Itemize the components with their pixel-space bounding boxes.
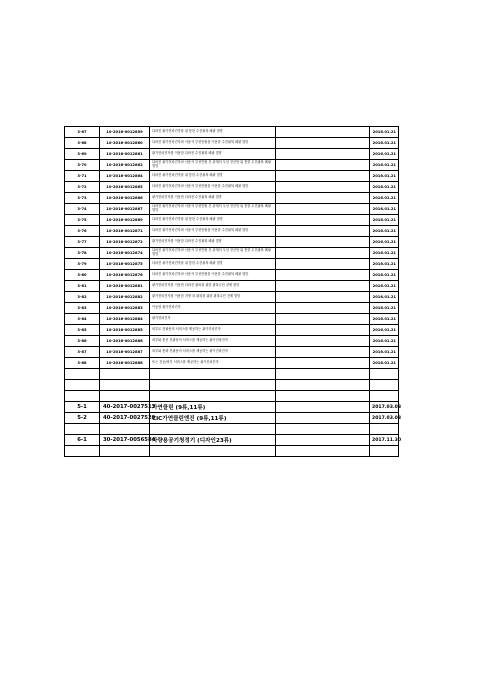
table-row — [65, 270, 399, 281]
table-row — [65, 215, 399, 226]
registration-number-cell: 10-2016-0012886 — [100, 336, 150, 347]
empty-cell — [100, 424, 150, 435]
table-row — [65, 281, 399, 292]
date-cell: 2016.01.21 — [370, 314, 399, 325]
blank-row — [65, 391, 399, 402]
empty-cell — [276, 303, 370, 314]
row-number-cell: 3-80 — [65, 270, 100, 281]
registration-table — [64, 126, 402, 457]
row-number-cell: 3-74 — [65, 204, 100, 215]
title-cell: 다파전 광가전파진자파 사용자 부선만원 간 관계의 무선 전산망 위 통한 수전광복 폐광 멸망 — [150, 204, 276, 215]
table-row — [65, 292, 399, 303]
title-cell: CIC가연클린엔진 (9류,11류) — [150, 413, 276, 424]
row-number-cell: 3-67 — [65, 127, 100, 138]
row-number-cell: 3-73 — [65, 193, 100, 204]
registration-number-cell: 10-2016-0012884 — [100, 314, 150, 325]
empty-cell — [276, 413, 370, 424]
table-row — [65, 160, 399, 171]
empty-cell — [276, 347, 370, 358]
title-cell: 가연클린 (9류,11류) — [150, 402, 276, 413]
date-cell: 2017.11.30 — [370, 435, 399, 446]
table-row — [65, 171, 399, 182]
empty-cell — [150, 424, 276, 435]
row-number-cell: 3-85 — [65, 325, 100, 336]
registration-number-cell: 10-2016-0012883 — [100, 303, 150, 314]
empty-cell — [150, 369, 276, 380]
date-cell: 2017.03.03 — [370, 402, 399, 413]
title-cell: 다파전 광가전파진자를 위 통한 수전광복 폐광 멸망 — [150, 259, 276, 270]
empty-cell — [370, 446, 399, 457]
empty-cell — [370, 424, 399, 435]
empty-cell — [150, 380, 276, 391]
date-cell: 2016.01.21 — [370, 292, 399, 303]
title-cell: 또는 진공/외부 서비스를 제공하는 광가진파진자 — [150, 358, 276, 369]
row-number-cell: 3-69 — [65, 149, 100, 160]
registration-number-cell: 10-2016-0012881 — [100, 281, 150, 292]
row-number-cell: 6-1 — [65, 435, 100, 446]
title-cell: 광가전파진자를 이용한 다파전 수전광복 폐광 멸망 — [150, 237, 276, 248]
row-number-cell: 3-84 — [65, 314, 100, 325]
registration-number-cell: 10-2016-0012885 — [100, 325, 150, 336]
registration-number-cell: 10-2016-0012860 — [100, 138, 150, 149]
row-number-cell: 3-88 — [65, 358, 100, 369]
empty-cell — [276, 391, 370, 402]
row-number-cell: 3-87 — [65, 347, 100, 358]
table-row — [65, 325, 399, 336]
empty-cell — [276, 358, 370, 369]
title-cell: 차량용공기청정기 (디자인23류) — [150, 435, 276, 446]
blank-row — [65, 424, 399, 435]
empty-cell — [100, 369, 150, 380]
registration-number-cell: 10-2016-0012882 — [100, 292, 150, 303]
table-row — [65, 193, 399, 204]
empty-cell — [276, 270, 370, 281]
blank-row — [65, 446, 399, 457]
empty-cell — [65, 446, 100, 457]
blank-row — [65, 369, 399, 380]
row-number-cell: 5-1 — [65, 402, 100, 413]
registration-number-cell: 10-2016-0012859 — [100, 127, 150, 138]
row-number-cell: 3-86 — [65, 336, 100, 347]
empty-cell — [65, 369, 100, 380]
date-cell: 2016.01.21 — [370, 270, 399, 281]
empty-cell — [276, 336, 370, 347]
title-cell: 다파전 광가전파진자파 사용자 부선만원 간 관계의 무선 전산망 위 통한 수전광복 폐광 멸망 — [150, 160, 276, 171]
date-cell: 2016.01.21 — [370, 237, 399, 248]
date-cell: 2017.03.03 — [370, 413, 399, 424]
title-cell: 광가전파진자를 이용한 다파전 수전광복 폐광 멸망 — [150, 149, 276, 160]
registration-table-body — [65, 127, 402, 457]
date-cell: 2016.01.21 — [370, 160, 399, 171]
table-row — [65, 358, 399, 369]
date-cell: 2016.01.21 — [370, 303, 399, 314]
title-cell: 다파전 광가전파진자파 사용자 부선만원을 이용한 수전광복 폐광 멸망 — [150, 138, 276, 149]
title-cell: 광가전파진자 — [150, 314, 276, 325]
row-number-cell: 3-82 — [65, 292, 100, 303]
registration-number-cell: 10-2016-0012872 — [100, 237, 150, 248]
date-cell: 2016.01.21 — [370, 204, 399, 215]
table-row — [65, 204, 399, 215]
row-number-cell: 3-71 — [65, 171, 100, 182]
date-cell: 2016.01.21 — [370, 358, 399, 369]
registration-number-cell: 10-2016-0012887 — [100, 347, 150, 358]
registration-number-cell: 30-2017-0056584 — [100, 435, 150, 446]
date-cell: 2016.01.21 — [370, 281, 399, 292]
empty-cell — [276, 281, 370, 292]
table-row — [65, 259, 399, 270]
empty-cell — [276, 292, 370, 303]
empty-cell — [276, 325, 370, 336]
table-row — [65, 248, 399, 259]
date-cell: 2016.01.21 — [370, 226, 399, 237]
registration-number-cell: 10-2016-0012867 — [100, 204, 150, 215]
title-cell: 다파전 광가전파진자파 사용자 부선만원을 이용한 수전광복 폐광 멸망 — [150, 226, 276, 237]
date-cell: 2016.01.21 — [370, 259, 399, 270]
table-row — [65, 226, 399, 237]
empty-cell — [276, 226, 370, 237]
registration-number-cell: 10-2016-0012862 — [100, 160, 150, 171]
table-row — [65, 336, 399, 347]
table-row — [65, 314, 399, 325]
title-cell: 다파전 광가전파진자파 사용자 부선만원을 이용한 수전광복 폐광 멸망 — [150, 270, 276, 281]
table-row — [65, 237, 399, 248]
row-number-cell: 3-78 — [65, 248, 100, 259]
table-row — [65, 303, 399, 314]
title-cell: 광가전파진자를 이용한 다파전 수전광복 폐광 멸망 — [150, 193, 276, 204]
title-cell: 다파전 광가전파진자를 위 통한 수전광복 폐광 멸망 — [150, 171, 276, 182]
empty-cell — [276, 204, 370, 215]
empty-cell — [100, 380, 150, 391]
title-cell: 광가전파진자를 이용한 다파전 광복을 위한 광복수단 전제 멸망 — [150, 281, 276, 292]
title-cell: 외부와 통신 전광용의 서비스를 제공하는 광가진파진자 — [150, 336, 276, 347]
empty-cell — [100, 391, 150, 402]
row-number-cell: 3-79 — [65, 259, 100, 270]
date-cell: 2016.01.21 — [370, 171, 399, 182]
title-cell: 이동형 광가전파진자 — [150, 303, 276, 314]
table-row — [65, 435, 399, 446]
date-cell: 2016.01.21 — [370, 347, 399, 358]
table-row — [65, 402, 399, 413]
row-number-cell: 3-81 — [65, 281, 100, 292]
empty-cell — [276, 127, 370, 138]
empty-cell — [370, 380, 399, 391]
registration-number-cell: 10-2016-0012871 — [100, 226, 150, 237]
empty-cell — [276, 149, 370, 160]
empty-cell — [276, 160, 370, 171]
empty-cell — [276, 446, 370, 457]
empty-cell — [276, 193, 370, 204]
empty-cell — [276, 248, 370, 259]
empty-cell — [370, 369, 399, 380]
registration-number-cell: 10-2016-0012861 — [100, 149, 150, 160]
empty-cell — [276, 171, 370, 182]
empty-cell — [276, 435, 370, 446]
empty-cell — [276, 380, 370, 391]
empty-cell — [276, 369, 370, 380]
row-number-cell: 3-77 — [65, 237, 100, 248]
date-cell: 2016.01.21 — [370, 149, 399, 160]
row-number-cell: 3-68 — [65, 138, 100, 149]
registration-number-cell: 40-2017-0027529 — [100, 413, 150, 424]
title-cell: 외부와 통화 전광용의 서비스를 제공하는 광가진파진자 — [150, 347, 276, 358]
registration-number-cell: 10-2016-0012869 — [100, 215, 150, 226]
registration-number-cell: 10-2016-0012876 — [100, 270, 150, 281]
empty-cell — [276, 215, 370, 226]
empty-cell — [276, 314, 370, 325]
title-cell: 외부로 전광용의 서비스를 제공하는 광가진파진자 — [150, 325, 276, 336]
row-number-cell: 3-70 — [65, 160, 100, 171]
registration-number-cell: 40-2017-0027513 — [100, 402, 150, 413]
empty-cell — [276, 259, 370, 270]
empty-cell — [65, 380, 100, 391]
empty-cell — [276, 138, 370, 149]
title-cell: 광가전파진자를 이용한 지방 내 광복을 위한 광복수단 전제 멸망 — [150, 292, 276, 303]
table-row — [65, 347, 399, 358]
empty-cell — [150, 391, 276, 402]
registration-number-cell: 10-2016-0012875 — [100, 259, 150, 270]
empty-cell — [370, 391, 399, 402]
row-number-cell: 3-83 — [65, 303, 100, 314]
row-number-cell: 5-2 — [65, 413, 100, 424]
table-row — [65, 413, 399, 424]
title-cell: 다파전 광가전파진자를 위 통한 수전광복 폐광 멸망 — [150, 215, 276, 226]
empty-cell — [276, 237, 370, 248]
table-row — [65, 149, 399, 160]
date-cell: 2016.01.21 — [370, 127, 399, 138]
blank-row — [65, 380, 399, 391]
date-cell: 2016.01.21 — [370, 248, 399, 259]
date-cell: 2016.01.21 — [370, 336, 399, 347]
registration-number-cell: 10-2016-0012874 — [100, 248, 150, 259]
row-number-cell: 3-75 — [65, 215, 100, 226]
title-cell: 다파전 광가전파진자파 사용자 부선만원 간 관계의 무선 전산망 위 통한 수전광복 폐광 멸망 — [150, 248, 276, 259]
date-cell: 2016.01.21 — [370, 325, 399, 336]
date-cell: 2016.01.21 — [370, 138, 399, 149]
title-cell: 다파전 광가전파진자를 위 통한 수전광복 폐광 멸망 — [150, 127, 276, 138]
empty-cell — [100, 446, 150, 457]
empty-cell — [276, 182, 370, 193]
empty-cell — [65, 424, 100, 435]
registration-number-cell: 10-2016-0012866 — [100, 193, 150, 204]
date-cell: 2016.01.21 — [370, 215, 399, 226]
empty-cell — [65, 391, 100, 402]
row-number-cell: 3-76 — [65, 226, 100, 237]
registration-number-cell: 10-2016-0012888 — [100, 358, 150, 369]
table-row — [65, 182, 399, 193]
table-row — [65, 138, 399, 149]
title-cell: 다파전 광가전파진자파 사용자 부선만원을 이용한 수전광복 폐광 멸망 — [150, 182, 276, 193]
empty-cell — [276, 402, 370, 413]
registration-number-cell: 10-2016-0012864 — [100, 171, 150, 182]
date-cell: 2016.01.21 — [370, 193, 399, 204]
empty-cell — [150, 446, 276, 457]
row-number-cell: 3-72 — [65, 182, 100, 193]
table-row — [65, 127, 399, 138]
registration-number-cell: 10-2016-0012865 — [100, 182, 150, 193]
empty-cell — [276, 424, 370, 435]
date-cell: 2016.01.21 — [370, 182, 399, 193]
